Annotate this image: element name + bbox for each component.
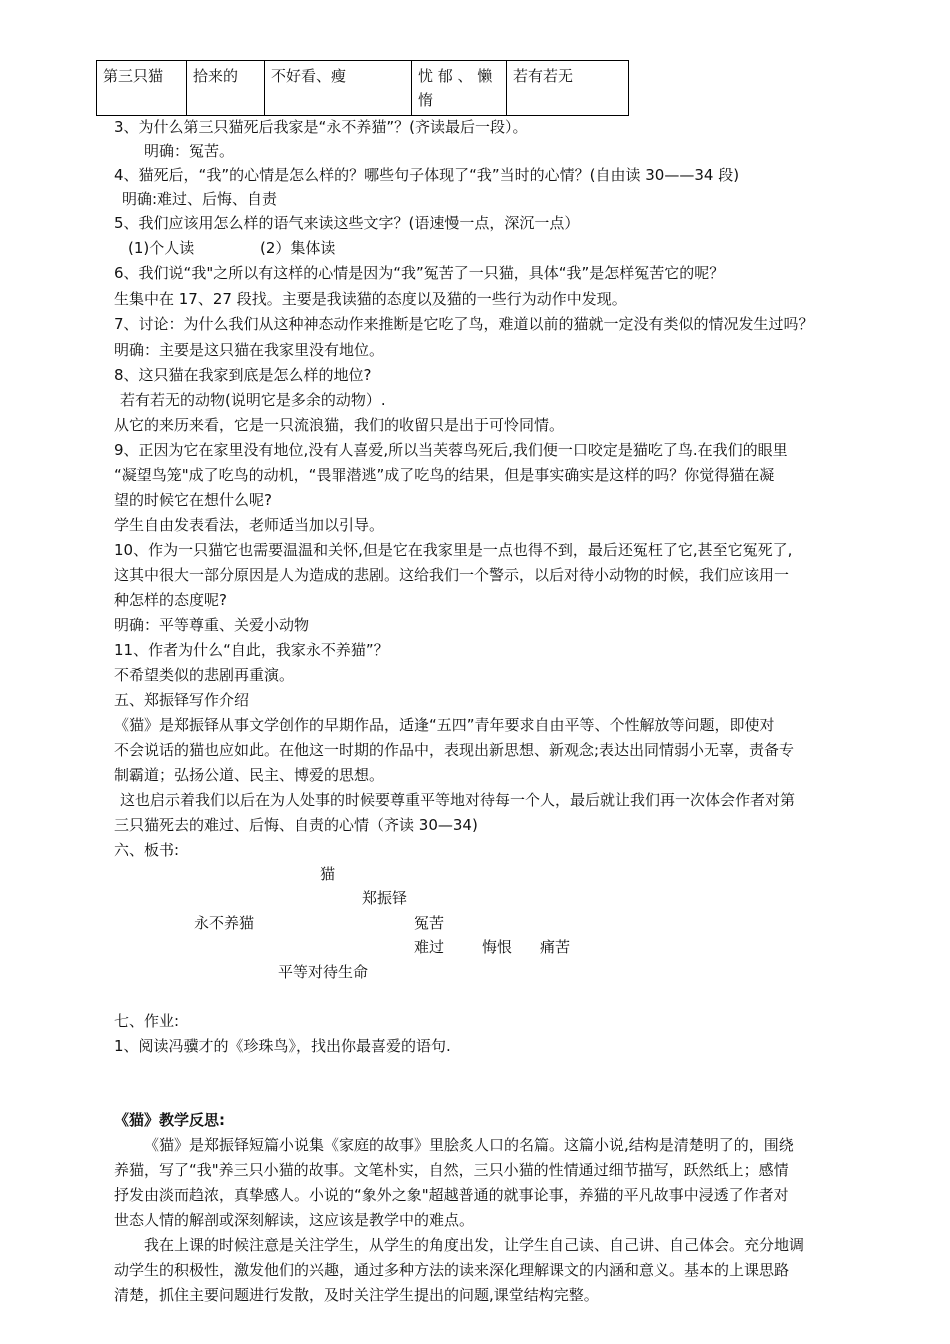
- table-cell: 若有若无: [507, 61, 629, 116]
- text-line: 8、这只猫在我家到底是怎么样的地位?: [114, 366, 372, 384]
- board-feel: 痛苦: [540, 938, 571, 956]
- cat-comparison-table: [96, 60, 629, 116]
- text-line: 世态人情的解剖或深刻解读，这应该是教学中的难点。: [114, 1211, 475, 1229]
- text-line: 三只猫死去的难过、后悔、自责的心情（齐读 30—34): [114, 816, 478, 834]
- text-line: 清楚，抓住主要问题进行发散，及时关注学生提出的问题,课堂结构完整。: [114, 1286, 599, 1304]
- text-line: 种怎样的态度呢?: [114, 591, 227, 609]
- table-cell: 忧 郁 、 懒 惰: [412, 61, 507, 116]
- text-line: 11、作者为什么“自此，我家永不养猫”？: [114, 641, 389, 659]
- board-bottom: 平等对待生命: [278, 963, 369, 981]
- text-line: (1)个人读: [128, 239, 195, 257]
- reflection-heading: 《猫》教学反思:: [114, 1111, 225, 1129]
- text-line: 明确:难过、后悔、自责: [122, 190, 278, 208]
- table-cell: 第三只猫: [97, 61, 187, 116]
- board-author: 郑振铎: [362, 889, 408, 907]
- text-line: 1、阅读冯骥才的《珍珠鸟》，找出你最喜爱的语句.: [114, 1037, 451, 1055]
- text-line: 4、猫死后，“我”的心情是怎么样的？哪些句子体现了“我”当时的心情？(自由读 30——34 段): [114, 166, 740, 184]
- board-feel: 悔恨: [482, 938, 513, 956]
- text-line: 从它的来历来看，它是一只流浪猫，我们的收留只是出于可怜同情。: [114, 416, 565, 434]
- text-line: 这其中很大一部分原因是人为造成的悲剧。这给我们一个警示，以后对待小动物的时候，我们应该用一: [114, 566, 790, 584]
- text-line: 明确：冤苦。: [144, 142, 235, 160]
- text-line: 不希望类似的悲剧再重演。: [114, 666, 295, 684]
- table-cell: 不好看、瘦: [265, 61, 412, 116]
- text-line: (2）集体读: [260, 239, 336, 257]
- table-row: [97, 61, 629, 116]
- section-heading: 五、郑振铎写作介绍: [114, 691, 250, 709]
- board-left: 永不养猫: [194, 914, 255, 932]
- board-middle: 冤苦: [414, 914, 445, 932]
- text-line: 望的时候它在想什么呢?: [114, 491, 272, 509]
- text-line: 抒发由淡而趋浓，真挚感人。小说的“象外之象"超越普通的就事论事，养猫的平凡故事中浸透了作者对: [114, 1186, 789, 1204]
- text-line: 养猫，写了“我"养三只小猫的故事。文笔朴实，自然，三只小猫的性情通过细节描写，跃然纸上；感情: [114, 1161, 789, 1179]
- text-line: 我在上课的时候注意是关注学生，从学生的角度出发，让学生自己读、自己讲、自己体会。充分地调: [144, 1236, 805, 1254]
- text-line: 《猫》是郑振铎从事文学创作的早期作品，适逢“五四”青年要求自由平等、个性解放等问题，即使对: [114, 716, 775, 734]
- text-line: 制霸道；弘扬公道、民主、博爱的思想。: [114, 766, 385, 784]
- text-line: 9、正因为它在家里没有地位,没有人喜爱,所以当芙蓉鸟死后,我们便一口咬定是猫吃了鸟.在我们的眼里: [114, 441, 788, 459]
- board-feel: 难过: [414, 938, 445, 956]
- text-line: 3、为什么第三只猫死后我家是“永不养猫”？(齐读最后一段）。: [114, 118, 528, 136]
- text-line: 这也启示着我们以后在为人处事的时候要尊重平等地对待每一个人，最后就让我们再一次体会作者对第: [120, 791, 796, 809]
- table-cell: 拾来的: [187, 61, 265, 116]
- section-heading: 七、作业:: [114, 1012, 180, 1030]
- board-title: 猫: [320, 865, 336, 883]
- text-line: 明确：主要是这只猫在我家里没有地位。: [114, 341, 385, 359]
- text-line: 《猫》是郑振铎短篇小说集《家庭的故事》里脍炙人口的名篇。这篇小说,结构是清楚明了的，围绕: [144, 1136, 794, 1154]
- text-line: 若有若无的动物(说明它是多余的动物）.: [120, 391, 386, 409]
- text-line: 7、讨论：为什么我们从这种神态动作来推断是它吃了鸟，难道以前的猫就一定没有类似的情况发生过吗？: [114, 315, 814, 333]
- text-line: 10、作为一只猫它也需要温温和关怀,但是它在我家里是一点也得不到，最后还冤枉了它,甚至它冤死了,: [114, 541, 793, 559]
- section-heading: 六、板书:: [114, 841, 180, 859]
- text-line: 生集中在 17、27 段找。主要是我读猫的态度以及猫的一些行为动作中发现。: [114, 290, 627, 308]
- text-line: 6、我们说“我"之所以有这样的心情是因为“我”冤苦了一只猫，具体“我”是怎样冤苦它的呢？: [114, 264, 725, 282]
- text-line: 动学生的积极性，激发他们的兴趣，通过多种方法的读来深化理解课文的内涵和意义。基本的上课思路: [114, 1261, 790, 1279]
- text-line: “凝望鸟笼"成了吃鸟的动机，“畏罪潜逃”成了吃鸟的结果，但是事实确实是这样的吗？你觉得猫在凝: [114, 466, 775, 484]
- text-line: 明确：平等尊重、关爱小动物: [114, 616, 310, 634]
- text-line: 学生自由发表看法，老师适当加以引导。: [114, 516, 385, 534]
- text-line: 不会说话的猫也应如此。在他这一时期的作品中，表现出新思想、新观念;表达出同情弱小无辜，责备专: [114, 741, 795, 759]
- text-line: 5、我们应该用怎么样的语气来读这些文字？(语速慢一点，深沉一点）: [114, 214, 580, 232]
